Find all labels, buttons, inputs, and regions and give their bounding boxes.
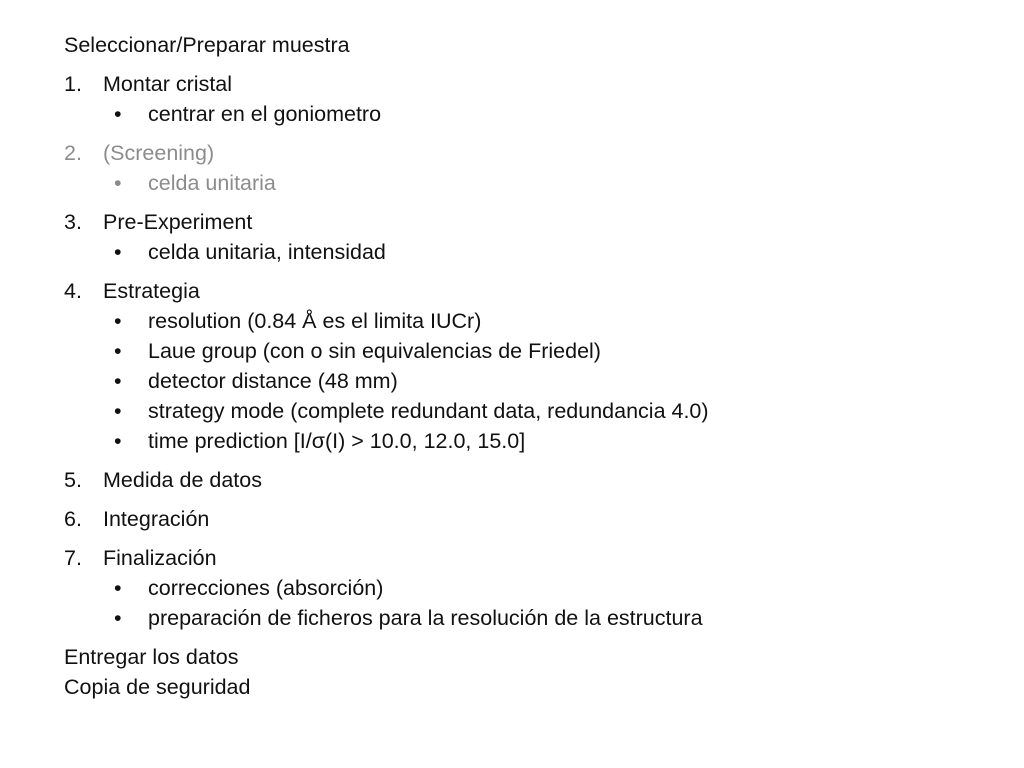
footer-line: Entregar los datos [64,645,239,669]
bullet-text: detector distance (48 mm) [148,369,398,393]
bullet-dot-icon: • [114,171,122,195]
step-4 [64,276,994,306]
bullet-text: centrar en el goniometro [148,102,382,126]
step-label: Integración [103,507,210,531]
bullet-text: Laue group (con o sin equivalencias de Friedel) [148,339,601,363]
step-number: 3. [64,210,82,234]
bullet-item [64,336,994,366]
step-number: 1. [64,72,82,96]
step-6 [64,504,994,534]
step-5 [64,465,994,495]
bullet-dot-icon: • [114,429,122,453]
bullet-dot-icon: • [114,369,122,393]
slide-content [64,30,994,702]
step-label: Pre-Experiment [103,210,253,234]
footer-line: Copia de seguridad [64,675,251,699]
step-number: 6. [64,507,82,531]
bullet-item [64,573,994,603]
bullet-item [64,237,994,267]
step-label: Estrategia [103,279,200,303]
bullet-text: correcciones (absorción) [148,576,384,600]
bullet-text: celda unitaria, intensidad [148,240,386,264]
bullet-item [64,603,994,633]
bullet-dot-icon: • [114,102,122,126]
step-2 [64,138,994,168]
bullet-text: strategy mode (complete redundant data, redundancia 4.0) [148,399,709,423]
bullet-text: celda unitaria [148,171,276,195]
step-number: 2. [64,141,82,165]
bullet-dot-icon: • [114,309,122,333]
step-number: 4. [64,279,82,303]
header-text: Seleccionar/Preparar muestra [64,33,350,57]
bullet-dot-icon: • [114,240,122,264]
bullet-dot-icon: • [114,576,122,600]
step-number: 5. [64,468,82,492]
bullet-dot-icon: • [114,339,122,363]
bullet-text: preparación de ficheros para la resolución de la estructura [148,606,703,630]
step-label: (Screening) [103,141,215,165]
step-number: 7. [64,546,82,570]
step-3 [64,207,994,237]
bullet-dot-icon: • [114,606,122,630]
bullet-item [64,168,994,198]
bullet-item [64,366,994,396]
bullet-dot-icon: • [114,399,122,423]
bullet-item [64,99,994,129]
bullet-text: resolution (0.84 Å es el limita IUCr) [148,309,482,333]
step-7 [64,543,994,573]
bullet-text: time prediction [I/σ(I) > 10.0, 12.0, 15.0] [148,429,526,453]
step-label: Montar cristal [103,72,233,96]
bullet-item [64,396,994,426]
step-1 [64,69,994,99]
step-label: Medida de datos [103,468,262,492]
bullet-item [64,306,994,336]
bullet-item [64,426,994,456]
step-label: Finalización [103,546,217,570]
